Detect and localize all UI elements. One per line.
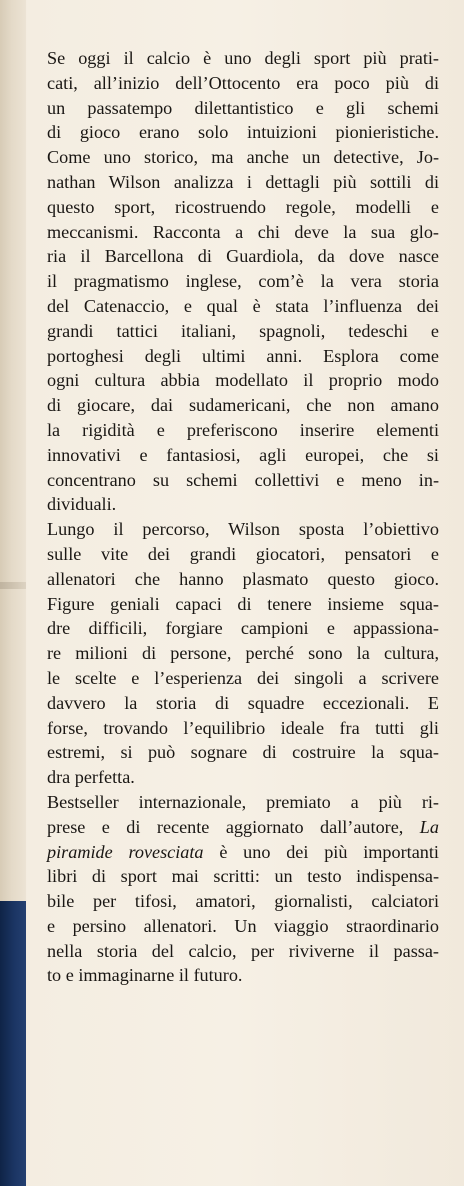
text-fragment: prese e di recente aggiornato dall’autore, bbox=[47, 816, 404, 837]
text-line: concentrano su schemi collettivi e meno in- bbox=[47, 469, 439, 490]
book-title-italic: piramide rovesciata bbox=[47, 841, 204, 862]
text-line: forse, trovando l’equilibrio ideale fra tutti gli bbox=[47, 717, 439, 738]
text-line: questo sport, ricostruendo regole, modelli e bbox=[47, 196, 439, 217]
text-line: estremi, si può sognare di costruire la squa- bbox=[47, 742, 439, 763]
text-line: Lungo il percorso, Wilson sposta l’obiettivo bbox=[47, 519, 439, 540]
text-line: nathan Wilson analizza i dettagli più sottili di bbox=[47, 171, 439, 192]
text-line: dra perfetta. bbox=[47, 767, 135, 788]
text-line: to e immaginarne il futuro. bbox=[47, 965, 243, 986]
book-title-italic: La bbox=[419, 816, 439, 837]
spine-blue-strip bbox=[0, 901, 26, 1186]
text-line: di gioco erano solo intuizioni pionieristiche. bbox=[47, 122, 439, 143]
text-line: il pragmatismo inglese, com’è la vera storia bbox=[47, 271, 439, 292]
text-line: portoghesi degli ultimi anni. Esplora come bbox=[47, 345, 439, 366]
text-line: e persino allenatori. Un viaggio straordinario bbox=[47, 915, 439, 936]
text-line: libri di sport mai scritti: un testo indispensa- bbox=[47, 866, 439, 887]
text-line: del Catenaccio, e qual è stata l’influenza dei bbox=[47, 295, 439, 316]
text-line: dre difficili, forgiare campioni e appassiona- bbox=[47, 618, 439, 639]
text-line: di giocare, dai sudamericani, che non amano bbox=[47, 395, 439, 416]
text-line: innovativi e fantasiosi, agli europei, che si bbox=[47, 444, 439, 465]
text-line: sulle vite dei grandi giocatori, pensatori e bbox=[47, 543, 439, 564]
spine-band bbox=[0, 582, 26, 589]
text-line: un passatempo dilettantistico e gli schemi bbox=[47, 97, 439, 118]
text-line bbox=[47, 815, 439, 840]
text-line: re milioni di persone, perché sono la cultura, bbox=[47, 643, 439, 664]
text-line: ria il Barcellona di Guardiola, da dove nasce bbox=[47, 246, 439, 267]
text-line: davvero la storia di squadre eccezionali. E bbox=[47, 692, 439, 713]
text-line bbox=[47, 840, 439, 865]
text-line: cati, all’inizio dell’Ottocento era poco più di bbox=[47, 72, 439, 93]
text-line: Figure geniali capaci di tenere insieme squa- bbox=[47, 593, 439, 614]
text-line: ogni cultura abbia modellato il proprio modo bbox=[47, 370, 439, 391]
text-line: nella storia del calcio, per riviverne il passa- bbox=[47, 940, 439, 961]
text-line: bile per tifosi, amatori, giornalisti, calciatori bbox=[47, 891, 439, 912]
text-line: meccanismi. Racconta a chi deve la sua glo- bbox=[47, 221, 439, 242]
blurb-text bbox=[47, 46, 439, 988]
book-spine-edge bbox=[0, 0, 26, 1186]
text-line: le scelte e l’esperienza dei singoli a scrivere bbox=[47, 667, 439, 688]
text-line: allenatori che hanno plasmato questo gioco. bbox=[47, 568, 439, 589]
text-line: Se oggi il calcio è uno degli sport più prati- bbox=[47, 48, 439, 68]
text-line: la rigidità e preferiscono inserire elementi bbox=[47, 419, 439, 440]
text-line: dividuali. bbox=[47, 494, 117, 515]
text-line: Bestseller internazionale, premiato a più ri- bbox=[47, 791, 439, 812]
text-line: grandi tattici italiani, spagnoli, tedeschi e bbox=[47, 320, 439, 341]
text-line: Come uno storico, ma anche un detective, Jo- bbox=[47, 147, 439, 168]
text-fragment: è uno dei più importanti bbox=[219, 841, 439, 862]
